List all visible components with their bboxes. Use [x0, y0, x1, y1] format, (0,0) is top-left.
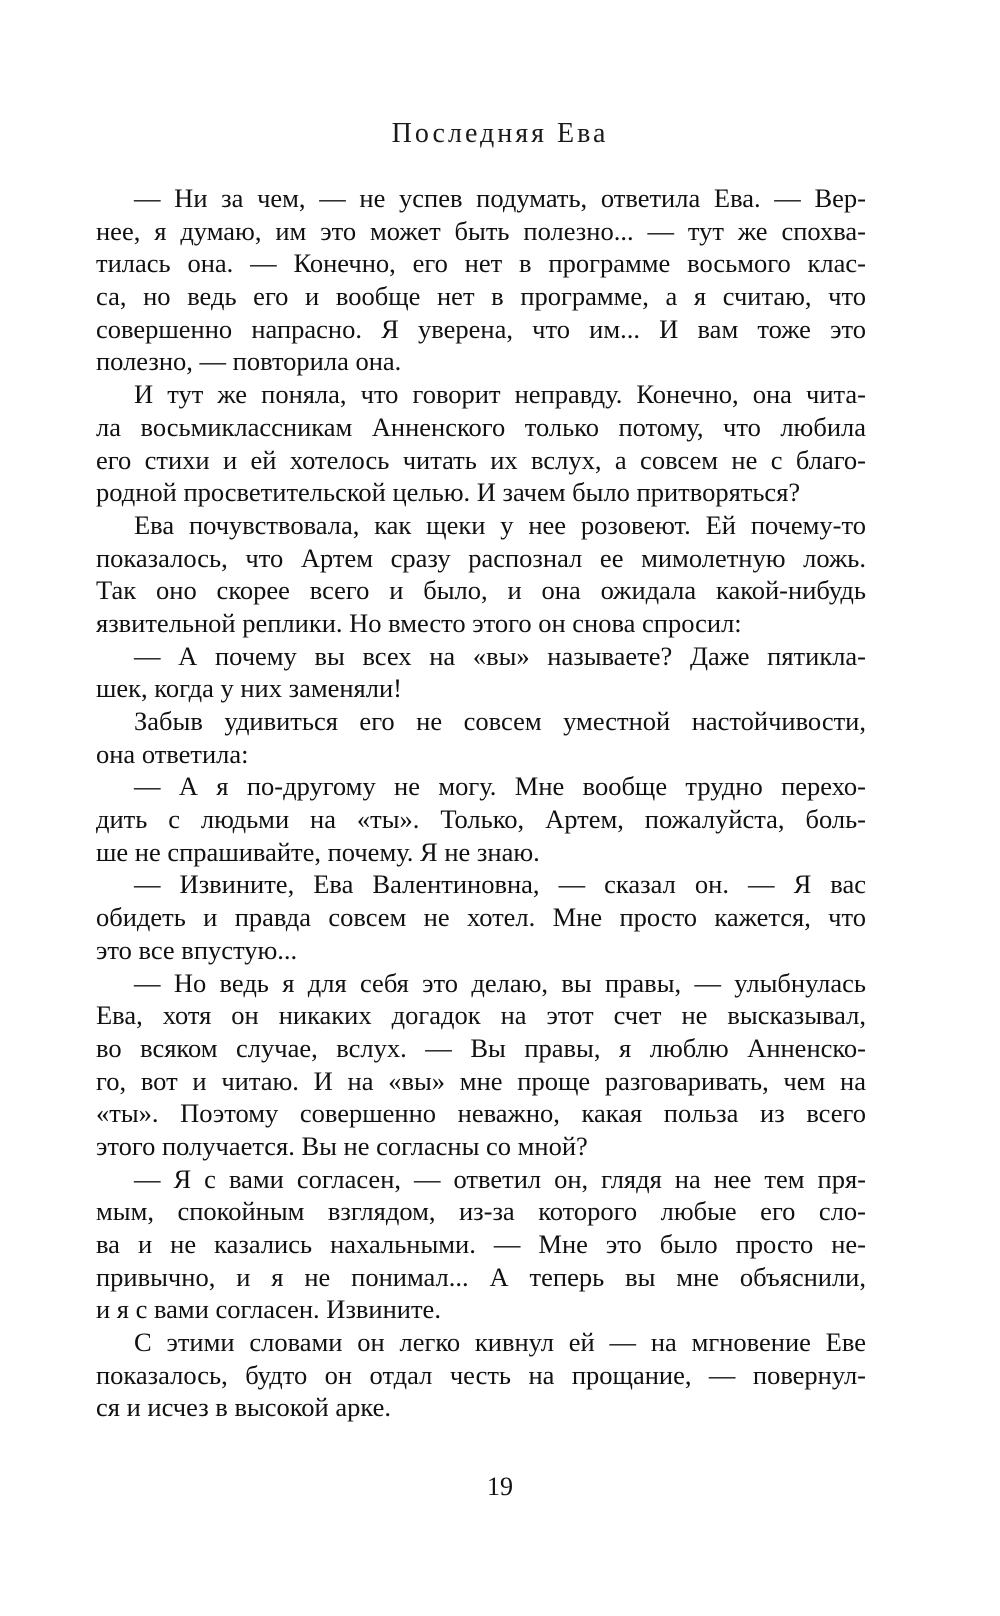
paragraph	[96, 770, 866, 868]
text-line: тилась она. — Конечно, его нет в программе восьмого клас-	[96, 248, 866, 279]
text-line: — А я по-другому не могу. Мне вообще трудно перехо-	[134, 771, 866, 802]
paragraph	[96, 705, 866, 770]
text-line: — Ни за чем, — не успев подумать, ответила Ева. — Вер-	[134, 183, 866, 213]
text-line: обидеть и правда совсем не хотел. Мне просто кажется, что	[96, 902, 866, 933]
text-line: го, вот и читаю. И на «вы» мне проще разговаривать, чем на	[96, 1065, 866, 1096]
text-line: — Извините, Ева Валентиновна, — сказал он. — Я вас	[134, 869, 866, 900]
text-line: показалось, что Артем сразу распознал ее мимолетную ложь.	[96, 542, 866, 573]
text-line: «ты». Поэтому совершенно неважно, какая польза из всего	[96, 1098, 866, 1129]
paragraph	[96, 1326, 866, 1424]
body-text	[96, 182, 866, 1424]
paragraph	[96, 509, 866, 640]
text-line: язвительной реплики. Но вместо этого он снова спросил:	[96, 607, 742, 638]
text-line: совершенно напрасно. Я уверена, что им... И вам тоже это	[96, 313, 866, 344]
text-line: — Но ведь я для себя это делаю, вы правы, — улыбнулась	[134, 967, 866, 998]
text-line: ва и не казались нахальными. — Мне это было просто не-	[96, 1229, 866, 1259]
page-number: 19	[487, 1472, 513, 1501]
text-line: Так оно скорее всего и было, и она ожидала какой-нибудь	[96, 575, 866, 606]
text-line: мым, спокойным взглядом, из-за которого любые его сло-	[96, 1196, 866, 1227]
text-line: она ответила:	[96, 738, 249, 769]
text-line: во всяком случае, вслух. — Вы правы, я люблю Анненско-	[96, 1032, 866, 1063]
paragraph	[96, 1163, 866, 1326]
text-line: полезно, — повторила она.	[96, 346, 402, 377]
running-head: Последняя Ева	[391, 118, 609, 149]
text-line: его стихи и ей хотелось читать их вслух, а совсем не с благо-	[96, 444, 866, 475]
text-line: Ева почувствовала, как щеки у нее розовеют. Ей почему-то	[134, 509, 866, 540]
text-line: — А почему вы всех на «вы» называете? Даже пятикла-	[134, 640, 866, 671]
text-line: шек, когда у них заменяли!	[96, 673, 402, 704]
text-line: С этими словами он легко кивнул ей — на мгновение Еве	[134, 1327, 866, 1358]
text-line: — Я с вами согласен, — ответил он, глядя на нее тем пря-	[134, 1163, 866, 1194]
text-line: привычно, и я не понимал... А теперь вы мне объяснили,	[96, 1261, 866, 1292]
text-line: ся и исчез в высокой арке.	[96, 1392, 391, 1423]
text-line: нее, я думаю, им это может быть полезно... — тут же спохва-	[96, 215, 866, 246]
text-line: родной просветительской целью. И зачем было притворяться?	[96, 477, 801, 508]
text-line: ше не спрашивайте, почему. Я не знаю.	[96, 836, 540, 867]
text-line: этого получается. Вы не согласны со мной?	[96, 1130, 588, 1161]
text-line: И тут же поняла, что говорит неправду. Конечно, она чита-	[134, 379, 866, 410]
text-line: это все впустую...	[96, 934, 298, 965]
paragraph	[96, 182, 866, 378]
text-line: Забыв удивиться его не совсем уместной настойчивости,	[134, 706, 866, 736]
text-line: са, но ведь его и вообще нет в программе, а я считаю, что	[96, 281, 866, 312]
text-line: и я с вами согласен. Извините.	[96, 1294, 441, 1325]
paragraph	[96, 967, 866, 1163]
text-line: Ева, хотя он никаких догадок на этот счет не высказывал,	[96, 1000, 866, 1031]
paragraph	[96, 868, 866, 966]
paragraph	[96, 640, 866, 705]
text-line: дить с людьми на «ты». Только, Артем, пожалуйста, боль-	[96, 804, 866, 835]
paragraph	[96, 378, 866, 509]
text-line: ла восьмиклассникам Анненского только потому, что любила	[96, 411, 866, 442]
text-line: показалось, будто он отдал честь на прощание, — повернул-	[96, 1359, 866, 1390]
